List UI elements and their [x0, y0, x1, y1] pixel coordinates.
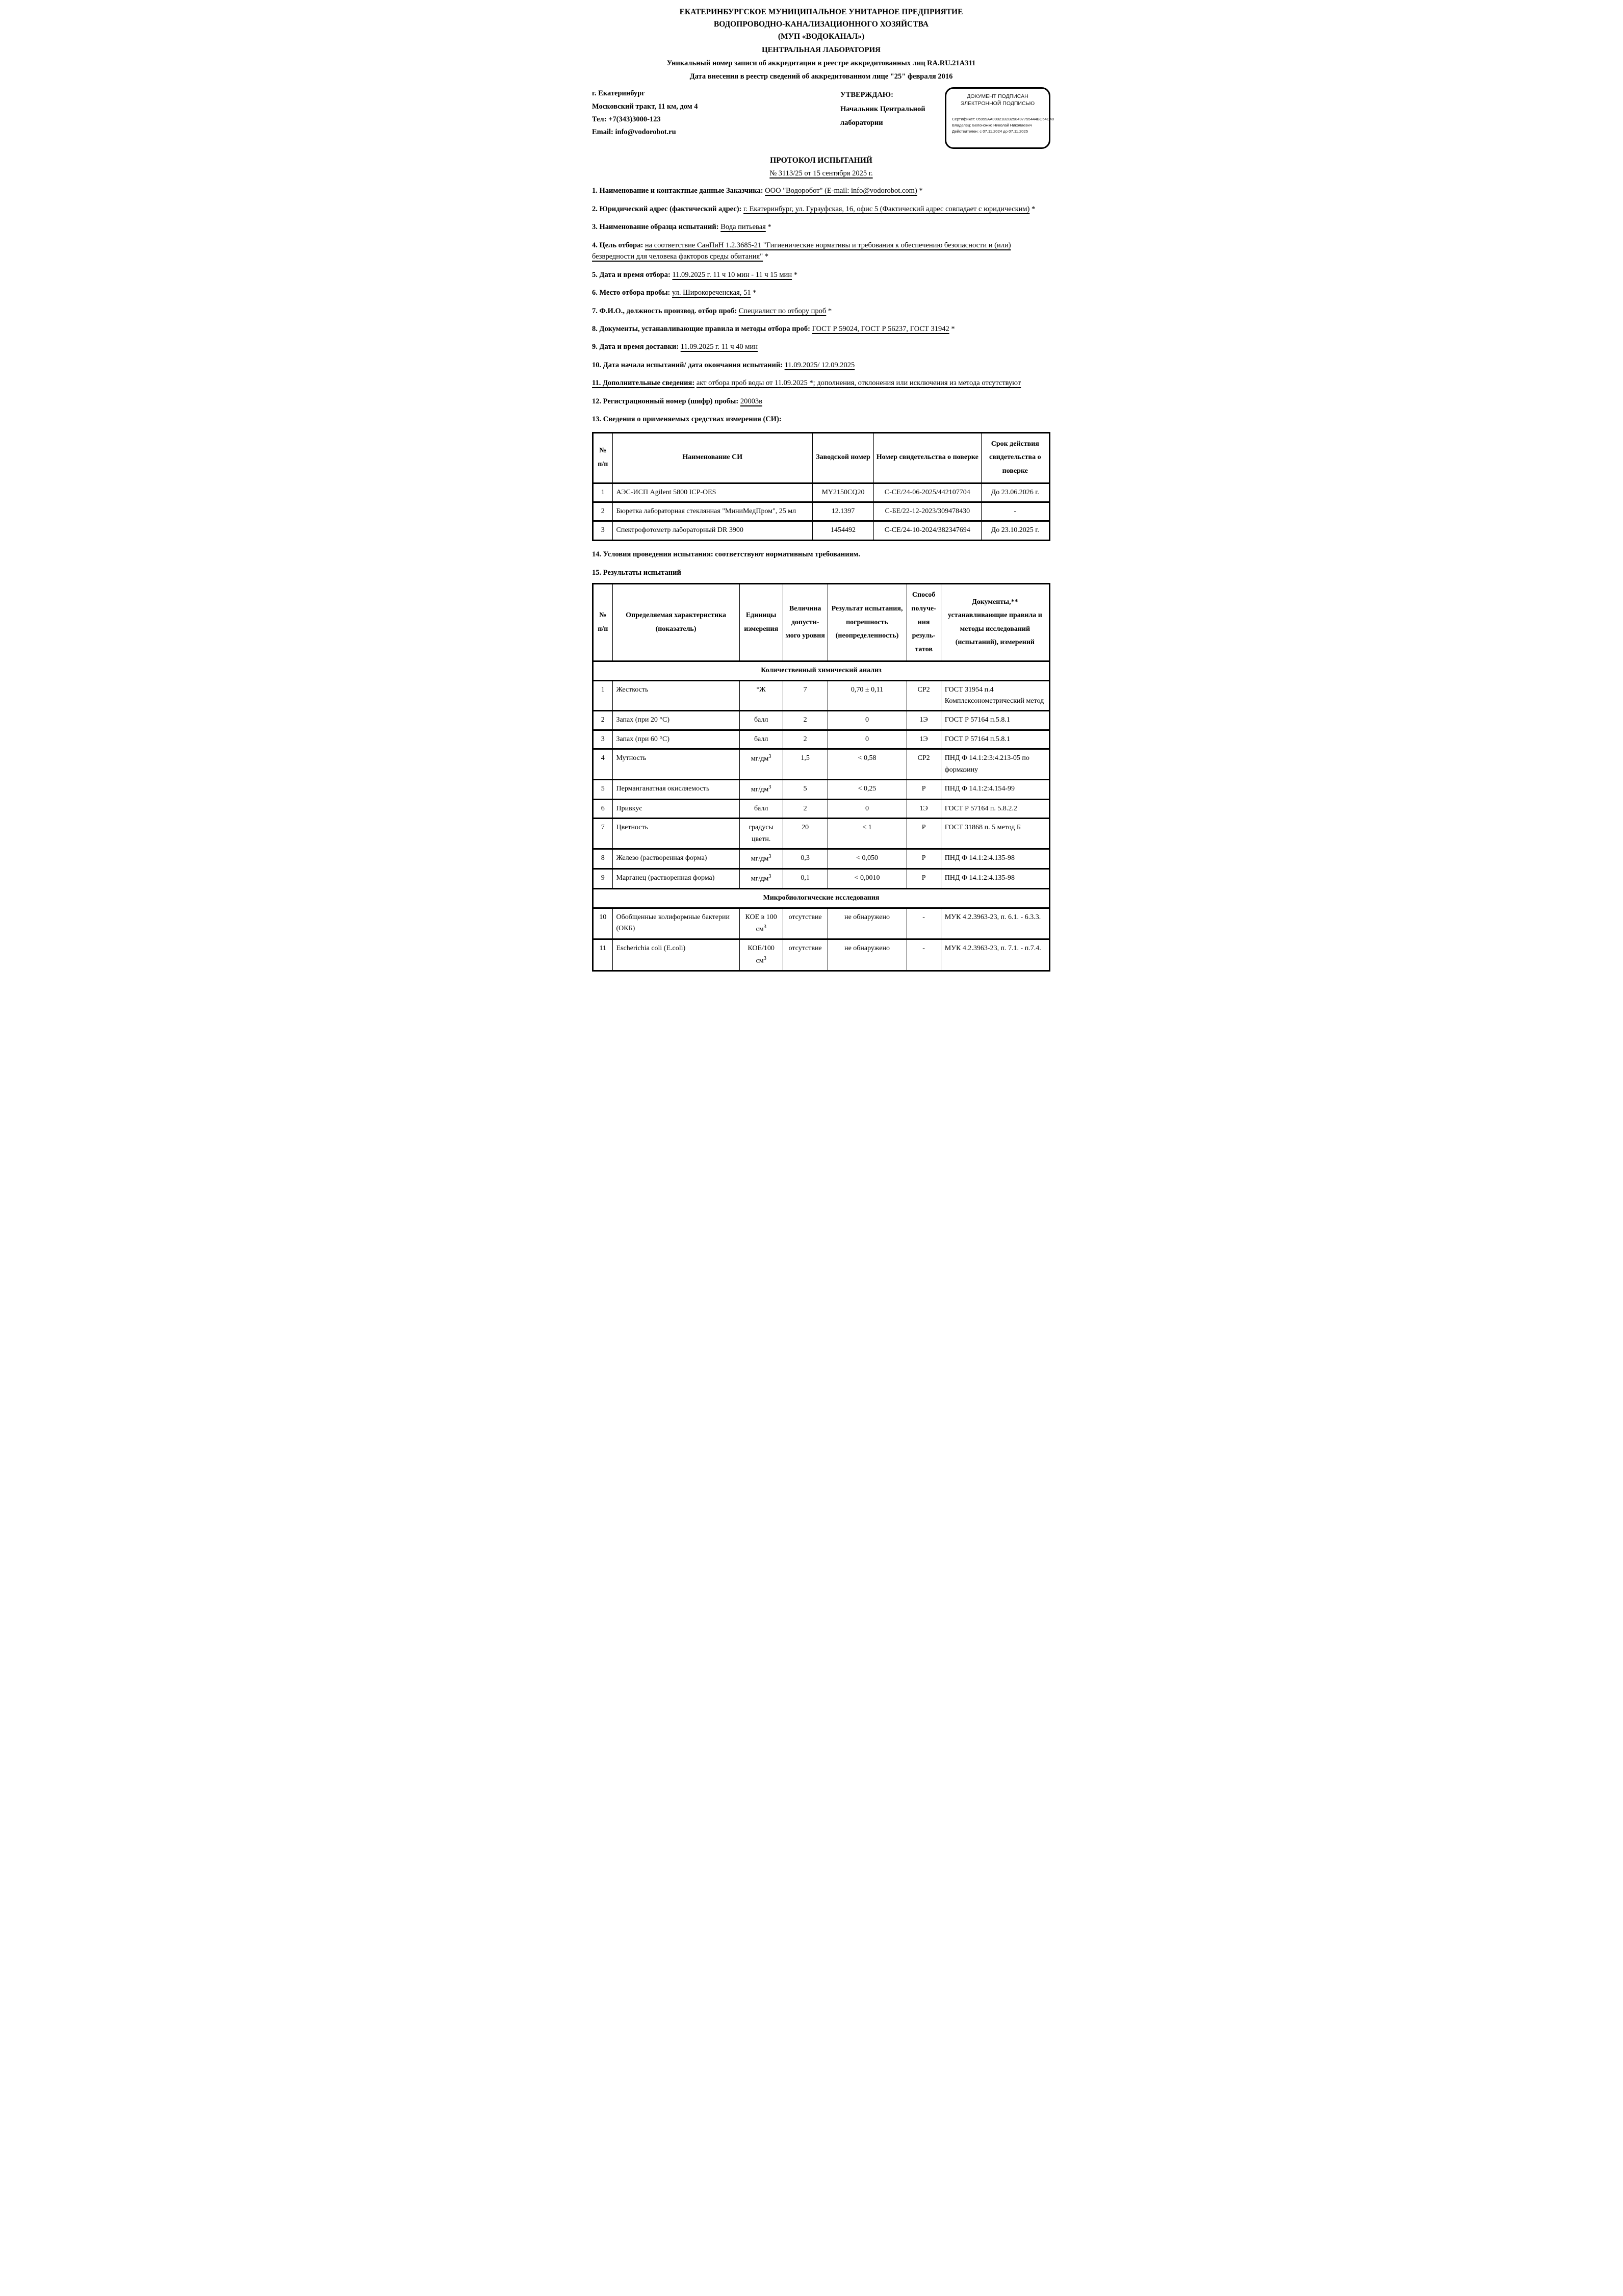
results-cell: отсутствие — [783, 908, 828, 939]
results-cell: Железо (растворенная форма) — [612, 849, 739, 869]
results-cell: Запах (при 60 °С) — [612, 730, 739, 749]
results-cell: Марганец (растворенная форма) — [612, 869, 739, 889]
item-6-label: 6. Место отбора пробы: — [592, 289, 671, 297]
si-table-head — [593, 432, 1050, 483]
results-cell: < 0,25 — [828, 780, 907, 800]
item-7-label: 7. Ф.И.О., должность производ. отбор проб: — [592, 307, 737, 315]
results-cell: 1Э — [907, 730, 941, 749]
results-cell: °Ж — [739, 680, 783, 711]
si-cell: 3 — [593, 521, 613, 540]
si-header-row — [593, 432, 1050, 483]
item-1-label: 1. Наименование и контактные данные Заказчика: — [592, 187, 763, 195]
document-header — [592, 6, 1050, 82]
item-6: 6. Место отбора пробы: ул. Широкореченская, 51 * — [592, 289, 757, 297]
item-10-label: 10. Дата начала испытаний/ дата окончания испытаний: — [592, 361, 783, 369]
protocol-number — [592, 169, 1050, 178]
si-cell: Бюретка лабораторная стеклянная "МиниМедПром", 25 мл — [612, 502, 812, 521]
results-cell: Цветность — [612, 819, 739, 849]
contacts-phone: Тел: +7(343)3000-123 — [592, 115, 661, 123]
results-cell: 5 — [783, 780, 828, 800]
lab-name: ЦЕНТРАЛЬНАЯ ЛАБОРАТОРИЯ — [762, 46, 881, 55]
results-cell: $мг/дм^3$ — [739, 749, 783, 780]
item-4-label: 4. Цель отбора: — [592, 241, 643, 249]
results-cell: Привкус — [612, 800, 739, 819]
results-cell: МУК 4.2.3963-23, п. 7.1. - п.7.4. — [941, 939, 1049, 971]
item-3-label: 3. Наименование образца испытаний: — [592, 223, 719, 232]
approve-title: УТВЕРЖДАЮ: — [840, 91, 893, 99]
results-cell: Жесткость — [612, 680, 739, 711]
results-cell: градусы цветн. — [739, 819, 783, 849]
item-9-value: 11.09.2025 г. 11 ч 40 мин — [680, 343, 758, 351]
stamp-validity: Действителен: с 07.11.2024 до 07.11.2025 — [952, 129, 1028, 134]
accreditation-date-line: Дата внесения в реестр сведений об аккредитованном лице "25" февраля 2016 — [689, 72, 953, 81]
results-header-cell-2: Единицы измерения — [739, 584, 783, 661]
si-cell: - — [981, 502, 1049, 521]
item-13-label: 13. Сведения о применяемых средствах измерения (СИ): — [592, 415, 782, 424]
results-header-cell-0: № п/п — [593, 584, 613, 661]
document-page — [541, 0, 1082, 986]
results-row-12 — [593, 939, 1050, 971]
results-header-cell-5: Способ получе-ния резуль-татов — [907, 584, 941, 661]
lab-contacts — [592, 87, 840, 139]
results-table — [592, 583, 1050, 971]
si-cell: До 23.06.2026 г. — [981, 483, 1049, 502]
results-row-7 — [593, 819, 1050, 849]
si-table — [592, 432, 1050, 541]
results-cell: балл — [739, 800, 783, 819]
results-cell: ПНД Ф 14.1:2:4.135-98 — [941, 849, 1049, 869]
results-row-9 — [593, 869, 1050, 889]
item-12-value: 20003в — [740, 397, 762, 405]
item-3-value: Вода питьевая — [720, 223, 766, 232]
si-header-cell-4: Срок действия свидетельства о поверке — [981, 432, 1049, 483]
stamp-title-line2: ЭЛЕКТРОННОЙ ПОДПИСЬЮ — [960, 100, 1035, 107]
item-12-label: 12. Регистрационный номер (шифр) пробы: — [592, 397, 739, 405]
e-signature-stamp — [945, 87, 1054, 149]
item-11-label: 11. Дополнительные сведения: — [592, 379, 695, 388]
results-cell: не обнаружено — [828, 939, 907, 971]
results-cell: не обнаружено — [828, 908, 907, 939]
results-row-1 — [593, 680, 1050, 711]
item-9 — [592, 341, 1050, 352]
contacts-email: Email: info@vodorobot.ru — [592, 128, 676, 137]
stamp-title — [952, 93, 1043, 107]
top-row — [592, 87, 1054, 149]
results-cell: $мг/дм^3$ — [739, 869, 783, 889]
results-cell: 2 — [593, 711, 613, 730]
approve-block — [840, 88, 940, 131]
results-cell: ПНД Ф 14.1:2:4.154-99 — [941, 780, 1049, 800]
results-cell: Р — [907, 849, 941, 869]
results-cell: ГОСТ Р 57164 п.5.8.1 — [941, 730, 1049, 749]
results-cell: Р — [907, 819, 941, 849]
results-cell: ПНД Ф 14.1:2:3:4.213-05 по формазину — [941, 749, 1049, 780]
results-cell: 1Э — [907, 711, 941, 730]
item-3: 3. Наименование образца испытаний: Вода питьевая * — [592, 223, 771, 232]
results-cell: 1Э — [907, 800, 941, 819]
results-cell: 2 — [783, 800, 828, 819]
approve-line2: лаборатории — [840, 119, 883, 127]
approve-line1: Начальник Центральной — [840, 105, 925, 113]
results-cell: $мг/дм^3$ — [739, 780, 783, 800]
results-cell: ГОСТ Р 57164 п. 5.8.2.2 — [941, 800, 1049, 819]
results-cell: 0,3 — [783, 849, 828, 869]
results-cell: КОЕ в 100 $см^3$ — [739, 908, 783, 939]
results-section-row — [593, 661, 1050, 680]
results-cell: < 0,0010 — [828, 869, 907, 889]
item-11 — [592, 377, 1050, 389]
results-header-cell-1: Определяемая характеристика (показатель) — [612, 584, 739, 661]
item-9-label: 9. Дата и время доставки: — [592, 343, 679, 351]
si-cell: 2 — [593, 502, 613, 521]
protocol-number-value: № 3113/25 от 15 сентября 2025 г. — [769, 169, 873, 178]
results-cell: 8 — [593, 849, 613, 869]
results-row-11 — [593, 908, 1050, 939]
si-cell: Спектрофотометр лабораторный DR 3900 — [612, 521, 812, 540]
results-cell: 0 — [828, 730, 907, 749]
results-cell: отсутствие — [783, 939, 828, 971]
item-11-value: акт отбора проб воды от 11.09.2025 *; дополнения, отклонения или исключения из метода отсутствуют — [696, 379, 1021, 388]
si-cell: АЭС-ИСП Agilent 5800 ICP-OES — [612, 483, 812, 502]
results-cell: ГОСТ 31868 п. 5 метод Б — [941, 819, 1049, 849]
results-cell: 7 — [593, 819, 613, 849]
item-12 — [592, 396, 1050, 407]
si-cell: С-СЕ/24-10-2024/382347694 — [874, 521, 982, 540]
si-row-2 — [593, 502, 1050, 521]
results-header-cell-6: Документы,** устанавливающие правила и методы исследований (испытаний), измерений — [941, 584, 1049, 661]
stamp-certificate: Сертификат: 05999AA00021B2B298497755444BC54D40 — [952, 116, 1054, 121]
item-8-label: 8. Документы, устанавливающие правила и методы отбора проб: — [592, 324, 811, 333]
org-name-line2: ВОДОПРОВОДНО-КАНАЛИЗАЦИОННОГО ХОЗЯЙСТВА — [713, 20, 929, 29]
si-header-cell-3: Номер свидетельства о поверке — [874, 432, 982, 483]
results-row-6 — [593, 800, 1050, 819]
item-6-value: ул. Широкореченская, 51 — [672, 289, 751, 297]
si-row-3 — [593, 521, 1050, 540]
si-table-body — [593, 483, 1050, 540]
results-cell: 0,70 ± 0,11 — [828, 680, 907, 711]
results-cell: 20 — [783, 819, 828, 849]
si-cell: С-СЕ/24-06-2025/442107704 — [874, 483, 982, 502]
results-cell: 4 — [593, 749, 613, 780]
results-cell: 9 — [593, 869, 613, 889]
results-cell: Р — [907, 780, 941, 800]
item-2: 2. Юридический адрес (фактический адрес): г. Екатеринбург, ул. Гурзуфская, 16, офис 5 (Фактический адрес совпадает с юридическим) * — [592, 205, 1036, 213]
results-cell: МУК 4.2.3963-23, п. 6.1. - 6.3.3. — [941, 908, 1049, 939]
stamp-owner: Владелец: Белоножко Николай Николаевич — [952, 122, 1032, 127]
results-cell: Escherichia coli (E.coli) — [612, 939, 739, 971]
results-row-8 — [593, 849, 1050, 869]
item-5: 5. Дата и время отбора: 11.09.2025 г. 11 ч 10 мин - 11 ч 15 мин * — [592, 270, 797, 279]
item-15: 15. Результаты испытаний — [592, 569, 681, 577]
items — [592, 185, 1050, 425]
results-cell: КОЕ/100 $см^3$ — [739, 939, 783, 971]
si-header-cell-1: Наименование СИ — [612, 432, 812, 483]
results-cell: Запах (при 20 °С) — [612, 711, 739, 730]
results-cell: $мг/дм^3$ — [739, 849, 783, 869]
si-cell: 1 — [593, 483, 613, 502]
item-7-value: Специалист по отбору проб — [738, 307, 827, 315]
results-cell: - — [907, 908, 941, 939]
results-cell: 1 — [593, 680, 613, 711]
results-cell: Перманганатная окисляемость — [612, 780, 739, 800]
results-cell: ПНД Ф 14.1:2:4.135-98 — [941, 869, 1049, 889]
contacts-city: г. Екатеринбург — [592, 89, 645, 98]
results-header-cell-3: Величина допусти-мого уровня — [783, 584, 828, 661]
results-row-3 — [593, 730, 1050, 749]
results-cell: ГОСТ Р 57164 п.5.8.1 — [941, 711, 1049, 730]
results-cell: Р — [907, 869, 941, 889]
results-section-title: Количественный химический анализ — [593, 661, 1050, 680]
item-8-value: ГОСТ Р 59024, ГОСТ Р 56237, ГОСТ 31942 — [812, 324, 949, 333]
results-row-4 — [593, 749, 1050, 780]
stamp-meta — [952, 116, 1054, 135]
results-cell: балл — [739, 711, 783, 730]
item-5-label: 5. Дата и время отбора: — [592, 270, 671, 279]
protocol-title: ПРОТОКОЛ ИСПЫТАНИЙ — [770, 156, 872, 165]
results-table-body — [593, 661, 1050, 971]
item-5-value: 11.09.2025 г. 11 ч 10 мин - 11 ч 15 мин — [672, 270, 792, 279]
si-cell: 12.1397 — [812, 502, 873, 521]
item-2-value: г. Екатеринбург, ул. Гурзуфская, 16, офис 5 (Фактический адрес совпадает с юридическим) — [743, 205, 1030, 213]
results-cell: 2 — [783, 711, 828, 730]
item-7: 7. Ф.И.О., должность производ. отбор проб: Специалист по отбору проб * — [592, 307, 832, 315]
results-cell: 5 — [593, 780, 613, 800]
item-13 — [592, 414, 1050, 425]
item-14: 14. Условия проведения испытания: соответствуют нормативным требованиям. — [592, 550, 860, 558]
accreditation-number-line: Уникальный номер записи об аккредитации в реестре аккредитованных лиц RA.RU.21АЗ11 — [666, 59, 976, 68]
item-1: 1. Наименование и контактные данные Заказчика: ООО "Водоробот" (E-mail: info@vodorobot.com) * — [592, 187, 923, 195]
results-cell: - — [907, 939, 941, 971]
si-cell: MY2150CQ20 — [812, 483, 873, 502]
results-cell: 0,1 — [783, 869, 828, 889]
results-cell: Мутность — [612, 749, 739, 780]
results-cell: 0 — [828, 711, 907, 730]
item-1-value: ООО "Водоробот" (E-mail: info@vodorobot.com) — [765, 187, 917, 195]
item-10 — [592, 360, 1050, 371]
results-header-row — [593, 584, 1050, 661]
si-row-1 — [593, 483, 1050, 502]
si-header-cell-2: Заводской номер — [812, 432, 873, 483]
results-header-cell-4: Результат испытания, погрешность (неопределенность) — [828, 584, 907, 661]
results-row-2 — [593, 711, 1050, 730]
si-cell: 1454492 — [812, 521, 873, 540]
item-2-label: 2. Юридический адрес (фактический адрес): — [592, 205, 742, 213]
results-table-head — [593, 584, 1050, 661]
si-cell: До 23.10.2025 г. — [981, 521, 1049, 540]
item-8: 8. Документы, устанавливающие правила и методы отбора проб: ГОСТ Р 59024, ГОСТ Р 56237, ГОСТ 31942 * — [592, 324, 955, 333]
org-name-line1: ЕКАТЕРИНБУРГСКОЕ МУНИЦИПАЛЬНОЕ УНИТАРНОЕ ПРЕДПРИЯТИЕ — [679, 8, 963, 16]
item-4: 4. Цель отбора: на соответствие СанПиН 1.2.3685-21 "Гигиенические нормативы и требования к обеспечению безопасности и (или) безвредности для человека факторов среды обитания" * — [592, 241, 1011, 261]
results-section-row — [593, 889, 1050, 908]
results-row-5 — [593, 780, 1050, 800]
contacts-address: Московский тракт, 11 км, дом 4 — [592, 102, 698, 111]
results-cell: 10 — [593, 908, 613, 939]
results-cell: 7 — [783, 680, 828, 711]
results-section-title: Микробиологические исследования — [593, 889, 1050, 908]
results-cell: < 0,050 — [828, 849, 907, 869]
results-cell: 6 — [593, 800, 613, 819]
item-4-value: на соответствие СанПиН 1.2.3685-21 "Гигиенические нормативы и требования к обеспечению безопасности и (или) безвредности для человека факторов среды обитания" — [592, 241, 1011, 261]
results-cell: балл — [739, 730, 783, 749]
item-10-value: 11.09.2025/ 12.09.2025 — [784, 361, 855, 369]
si-cell: С-БЕ/22-12-2023/309478430 — [874, 502, 982, 521]
stamp-title-line1: ДОКУМЕНТ ПОДПИСАН — [967, 93, 1028, 100]
results-cell: Обобщенные колиформные бактерии (ОКБ) — [612, 908, 739, 939]
results-cell: < 1 — [828, 819, 907, 849]
results-cell: СР2 — [907, 749, 941, 780]
org-name-line3: (МУП «ВОДОКАНАЛ») — [778, 32, 865, 41]
results-cell: 1,5 — [783, 749, 828, 780]
results-cell: СР2 — [907, 680, 941, 711]
results-cell: < 0,58 — [828, 749, 907, 780]
results-cell: 3 — [593, 730, 613, 749]
results-cell: ГОСТ 31954 п.4 Комплексонометрический метод — [941, 680, 1049, 711]
results-cell: 2 — [783, 730, 828, 749]
si-header-cell-0: № п/п — [593, 432, 613, 483]
results-cell: 0 — [828, 800, 907, 819]
results-cell: 11 — [593, 939, 613, 971]
